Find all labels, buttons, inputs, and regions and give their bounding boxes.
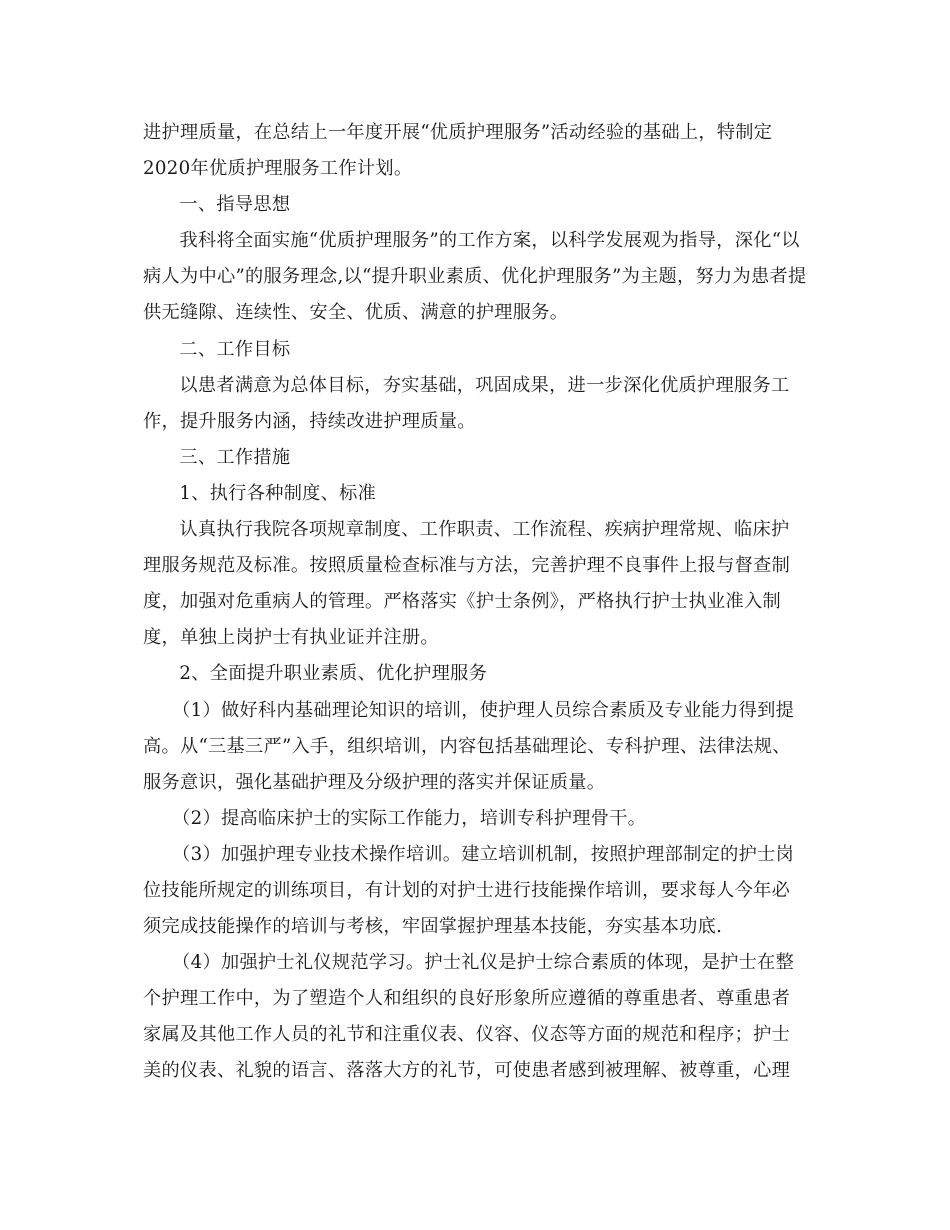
paragraph-guiding-ideology: 我科将全面实施“优质护理服务”的工作方案，以科学发展观为指导，深化“以病人为中心”的服务理念,以“提升职业素质、优化护理服务”为主题，努力为患者提供无缝隙、连续性、安全、优质、满意的护理服务。 (143, 230, 807, 324)
paragraph-work-goals: 以患者满意为总体目标，夯实基础，巩固成果，进一步深化优质护理服务工作，提升服务内涵，持续改进护理质量。 (143, 374, 790, 432)
subheading-standards: 1、执行各种制度、标准 (179, 482, 377, 504)
subheading-professional-quality: 2、全面提升职业素质、优化护理服务 (179, 663, 488, 685)
paragraph-item-4: （4）加强护士礼仪规范学习。护士礼仪是护士综合素质的体现，是护士在整个护理工作中，为了塑造个人和组织的良好形象所应遵循的尊重患者、尊重患者家属及其他工作人员的礼节和注重仪表、仪容、仪态等方面的规范和程序；护士美的仪表、礼貌的语言、落落大方的礼节，可使患者感到被理解、被尊重，心理 (143, 952, 795, 1082)
section-heading-guiding-ideology: 一、指导思想 (179, 194, 291, 216)
paragraph-intro-continuation: 进护理质量，在总结上一年度开展“优质护理服务”活动经验的基础上，特制定2020年优质护理服务工作计划。 (143, 122, 773, 180)
section-heading-work-goals: 二、工作目标 (179, 338, 291, 360)
paragraph-standards: 认真执行我院各项规章制度、工作职责、工作流程、疾病护理常规、临床护理服务规范及标准。按照质量检查标准与方法，完善护理不良事件上报与督查制度，加强对危重病人的管理。严格落实《护士条例》，严格执行护士执业准入制度，单独上岗护士有执业证并注册。 (143, 519, 791, 649)
section-heading-work-measures: 三、工作措施 (179, 446, 291, 468)
paragraph-item-1: （1）做好科内基础理论知识的培训，使护理人员综合素质及专业能力得到提高。从“三基三严”入手，组织培训，内容包括基础理论、专科护理、法律法规、服务意识，强化基础护理及分级护理的落实并保证质量。 (143, 699, 795, 793)
document-body (143, 115, 807, 1090)
paragraph-item-2: （2）提高临床护士的实际工作能力，培训专科护理骨干。 (172, 807, 647, 829)
paragraph-item-3: （3）加强护理专业技术操作培训。建立培训机制，按照护理部制定的护士岗位技能所规定的训练项目，有计划的对护士进行技能操作培训，要求每人今年必须完成技能操作的培训与考核，牢固掌握护理基本技能，夯实基本功底. (143, 843, 795, 938)
